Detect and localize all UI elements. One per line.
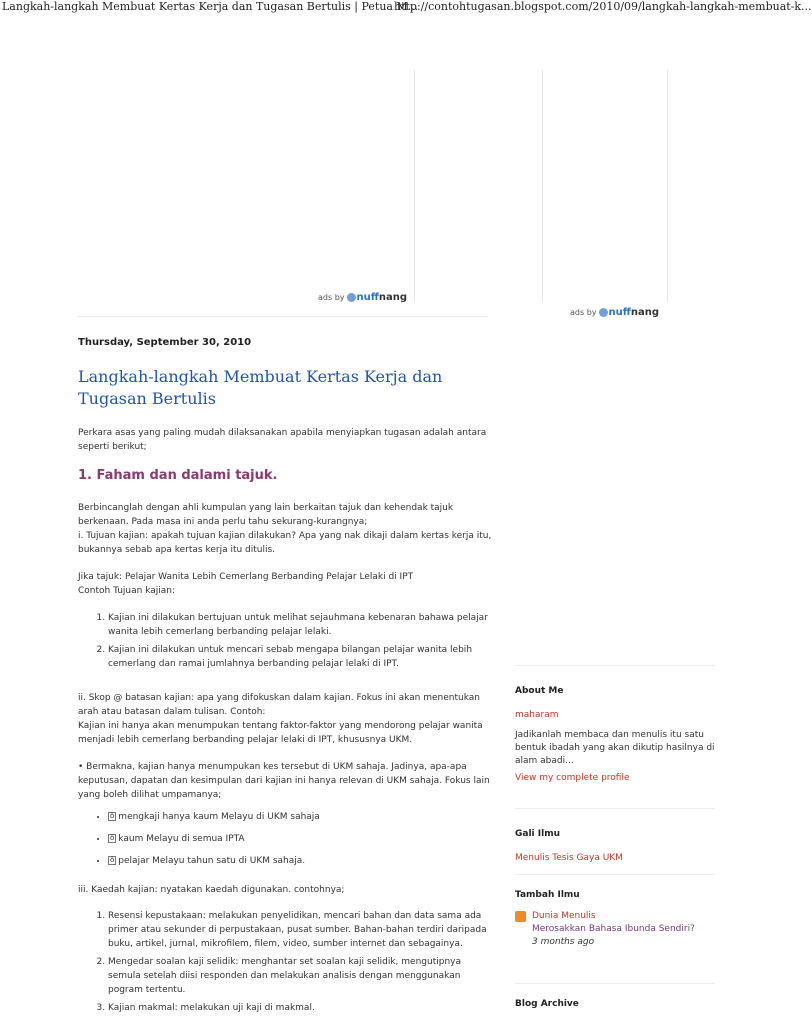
tujuan-list <box>78 611 492 671</box>
post-body <box>78 426 492 1030</box>
skop-paragraph <box>78 691 492 747</box>
divider <box>515 874 715 875</box>
profile-name-link[interactable]: maharam <box>515 710 559 720</box>
widget-heading: Blog Archive <box>515 999 579 1009</box>
paragraph-text: i. Tujuan kajian: apakah tujuan kajian dilakukan? Apa yang nak dikaji dalam kertas kerja itu, bukannya sebab apa kertas kerja itu ditulis. <box>78 531 492 555</box>
list-item-text: kaum Melayu di semua IPTA <box>118 834 245 844</box>
blogger-icon <box>515 911 526 922</box>
ads-by-text: ads by <box>318 293 345 302</box>
divider <box>515 983 715 984</box>
list-item <box>108 854 492 868</box>
divider <box>515 665 715 666</box>
post-title[interactable]: Langkah-langkah Membuat Kertas Kerja dan Tugasan Bertulis <box>78 367 443 408</box>
post-date: Thursday, September 30, 2010 <box>78 337 252 348</box>
brand-nuff: nuff <box>608 307 631 318</box>
unknown-glyph-icon: ô <box>110 856 115 864</box>
about-widget <box>515 685 715 785</box>
list-item: 1. Resensi kepustakaan: melakukan penyelidikan, mencari bahan dan data sama ada primer atau sekunder di perpustakaan, pusat sumber. Bahan-bahan terdiri daripada buku, artikel, jurnal, mikrofilem, filem, video, sumber internet dan sebagainya. <box>108 909 492 951</box>
browser-header <box>0 0 812 14</box>
ads-by-label-right[interactable] <box>570 307 659 318</box>
example-title: Jika tajuk: Pelajar Wanita Lebih Cemerlang Berbanding Pelajar Lelaki di IPT <box>78 572 414 582</box>
brand-nuff: nuff <box>356 292 379 303</box>
list-item <box>108 832 492 846</box>
list-item: 2. Mengedar soalan kaji selidik: menghantar set soalan kaji selidik, mengutipnya semula setelah diisi responden dan melakukan analisis dengan menggunakan pogram tertentu. <box>108 955 492 997</box>
paragraph-text: ii. Skop @ batasan kajian: apa yang difokuskan dalam kajian. Fokus ini akan menentukan arah atau batasan dalam tulisan. Contoh: <box>78 693 480 717</box>
gali-ilmu-link[interactable]: Menulis Tesis Gaya UKM <box>515 853 623 863</box>
section-heading: 1. Faham dan dalami tajuk. <box>78 468 278 483</box>
paragraph-text: Berbincanglah dengan ahli kumpulan yang lain berkaitan tajuk dan kehendak tajuk berkenaan. Pada masa ini anda perlu tahu sekurang-kurangnya; <box>78 503 454 527</box>
brand-nang: nang <box>630 307 660 318</box>
example-paragraph <box>78 570 492 598</box>
ads-by-label-left[interactable] <box>318 292 407 303</box>
example-label: Contoh Tujuan kajian: <box>78 586 176 596</box>
blog-post-time: 3 months ago <box>532 937 595 947</box>
blog-post-link[interactable]: Merosakkan Bahasa Ibunda Sendiri? <box>532 924 695 934</box>
globe-icon <box>599 308 608 317</box>
tambah-ilmu-widget <box>515 889 715 949</box>
intro-paragraph: Perkara asas yang paling mudah dilaksanakan apabila menyiapkan tugasan adalah antara seperti berikut; <box>78 428 487 452</box>
divider <box>515 808 715 809</box>
unknown-glyph-icon: ô <box>110 834 115 842</box>
blog-name-link[interactable]: Dunia Menulis <box>532 911 596 921</box>
page-url[interactable]: http://contohtugasan.blogspot.com/2010/09/langkah-langkah-membuat-k... <box>394 0 812 13</box>
widget-heading: About Me <box>515 686 564 696</box>
brand-nang: nang <box>378 292 408 303</box>
blog-list-item[interactable] <box>515 910 715 949</box>
about-description: Jadikanlah membaca dan menulis itu satu bentuk ibadah yang akan dikutip hasilnya di alam abadi... <box>515 730 715 766</box>
list-item <box>108 810 492 824</box>
page-title: Langkah-langkah Membuat Kertas Kerja dan Tugasan Bertulis | Petua M... <box>2 0 419 13</box>
list-item-text: pelajar Melayu tahun satu di UKM sahaja. <box>118 856 306 866</box>
paragraph-text: Kajian ini hanya akan menumpukan tentang faktor-faktor yang mendorong pelajar wanita menjadi lebih cemerlang berbanding pelajar lelaki di IPT, khususnya UKM. <box>78 721 483 745</box>
unknown-glyph-icon: ô <box>110 812 115 820</box>
paragraph <box>78 501 492 557</box>
globe-icon <box>347 293 356 302</box>
ad-banner-right[interactable] <box>542 70 668 302</box>
list-item: 3. Kajian makmal: melakukan uji kaji di makmal. <box>108 1001 492 1015</box>
list-item: 1. Kajian ini dilakukan bertujuan untuk melihat sejauhmana kebenaran bahawa pelajar wanita lebih cemerlang berbanding pelajar lelaki. <box>108 611 492 639</box>
kaedah-paragraph: iii. Kaedah kajian: nyatakan kaedah digunakan. contohnya; <box>78 885 345 895</box>
list-item-text: mengkaji hanya kaum Melayu di UKM sahaja <box>118 812 320 822</box>
ad-banner-left[interactable] <box>80 70 415 302</box>
blog-archive-widget <box>515 998 715 1011</box>
ads-by-text: ads by <box>570 308 597 317</box>
fokus-list <box>78 810 492 868</box>
kaedah-list <box>78 909 492 1015</box>
view-profile-link[interactable]: View my complete profile <box>515 773 630 783</box>
widget-heading: Gali Ilmu <box>515 829 560 839</box>
list-item: 2. Kajian ini dilakukan untuk mencari sebab mengapa bilangan pelajar wanita lebih cemerlang dan ramai jumlahnya berbanding pelajar lelaki di IPT. <box>108 643 492 671</box>
gali-ilmu-widget <box>515 828 715 865</box>
bermakna-paragraph: • Bermakna, kajian hanya menumpukan kes tersebut di UKM sahaja. Jadinya, apa-apa keputusan, dapatan dan kesimpulan dari kajian ini hanya relevan di UKM sahaja. Fokus lain yang boleh dilihat umpamanya; <box>78 762 490 800</box>
widget-heading: Tambah Ilmu <box>515 890 580 900</box>
divider <box>78 316 488 317</box>
